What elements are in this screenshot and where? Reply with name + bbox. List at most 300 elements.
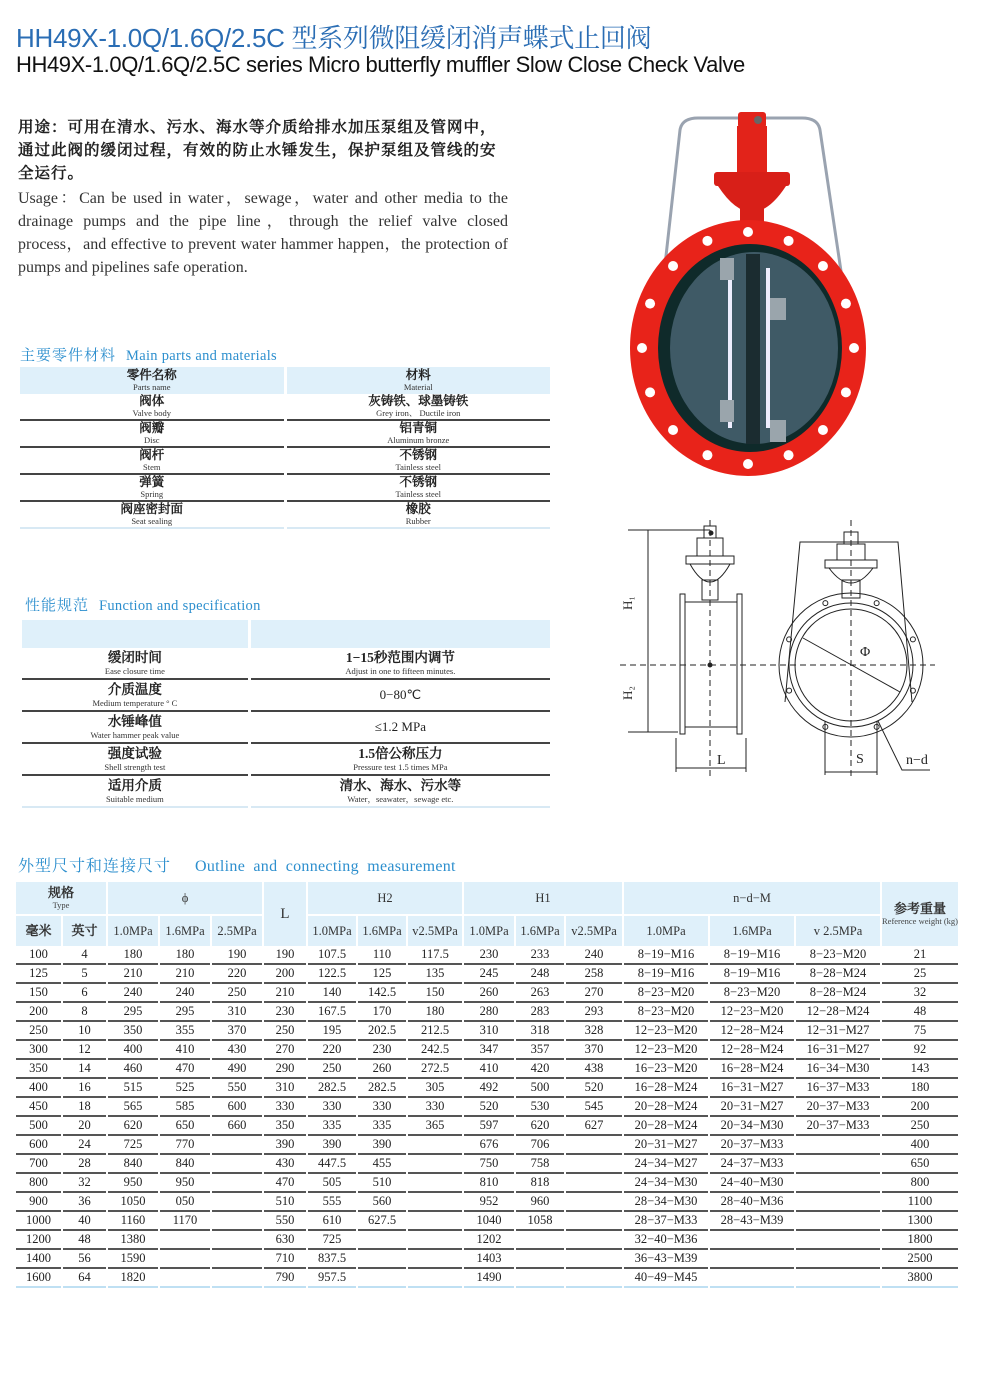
cell-ndm-10: 24−34−M27 (624, 1155, 708, 1174)
cell-phi-10: 240 (108, 984, 158, 1003)
bolt-hole (743, 227, 753, 237)
cell-h2-10: 725 (308, 1231, 356, 1250)
cell-weight: 180 (882, 1079, 958, 1098)
header-type (16, 882, 106, 914)
cell-weight: 650 (882, 1155, 958, 1174)
cell-ndm-16: 20−37−M33 (710, 1136, 794, 1155)
usage-description (18, 116, 508, 279)
material-cell-cn: 不锈钢 (399, 448, 437, 462)
material-cell-cn: 灰铸铁、球墨铸铁 (368, 394, 469, 408)
cell-phi-25: 310 (212, 1003, 262, 1022)
cell-h1-10: 280 (464, 1003, 514, 1022)
indicator-knob (754, 116, 762, 124)
spec-value-cn: 1−15秒范围内调节 (345, 650, 455, 665)
cell-dn-inch: 4 (63, 946, 106, 965)
cell-dn-mm: 800 (16, 1174, 61, 1193)
cell-ndm-16: 28−43−M39 (710, 1212, 794, 1231)
cell-h2-10: 447.5 (308, 1155, 356, 1174)
cell-phi-16: 650 (160, 1117, 210, 1136)
bolt-hole (841, 299, 851, 309)
cell-ndm-25: 12−28−M24 (796, 1003, 880, 1022)
cell-h1-10: 750 (464, 1155, 514, 1174)
cell-phi-25: 600 (212, 1098, 262, 1117)
cell-phi-25: 220 (212, 965, 262, 984)
spec-name-cell (22, 744, 248, 776)
cell-ndm-16: 20−31−M27 (710, 1098, 794, 1117)
header-l: L (264, 882, 306, 946)
cell-h2-10: 957.5 (308, 1269, 356, 1288)
cell-h1-10: 1403 (464, 1250, 514, 1269)
cell-ndm-10: 20−28−M24 (624, 1117, 708, 1136)
header-ndm-10: 1.0MPa (624, 914, 708, 946)
bolt-hole (784, 450, 794, 460)
cell-h2-16: 125 (358, 965, 406, 984)
cell-h2-25: 272.5 (408, 1060, 462, 1079)
cell-h1-25: 270 (566, 984, 622, 1003)
cell-phi-10: 1590 (108, 1250, 158, 1269)
dims-row (16, 1117, 958, 1136)
cell-h1-16: 420 (516, 1060, 564, 1079)
cell-h2-10: 167.5 (308, 1003, 356, 1022)
cell-ndm-10: 36−43−M39 (624, 1250, 708, 1269)
cell-dn-inch: 10 (63, 1022, 106, 1041)
material-cell (287, 394, 551, 421)
cell-h1-10: 810 (464, 1174, 514, 1193)
hinge-block (720, 258, 734, 280)
actuator-column (737, 126, 767, 174)
page-title-cn: HH49X-1.0Q/1.6Q/2.5C 型系列微阻缓闭消声蝶式止回阀 (16, 23, 652, 53)
cell-h2-25 (408, 1212, 462, 1231)
header-en: Parts name (132, 382, 171, 392)
cell-phi-16: 585 (160, 1098, 210, 1117)
spec-value-cell (251, 712, 550, 744)
header-h2-25: v2.5MPa (408, 914, 462, 946)
dims-section-title-cn: 外型尺寸和连接尺寸 (18, 858, 172, 875)
cell-h2-16: 455 (358, 1155, 406, 1174)
cell-h2-16 (358, 1250, 406, 1269)
cell-dn-inch: 12 (63, 1041, 106, 1060)
material-cell-en: Tainless steel (395, 462, 441, 472)
bolt-hole (849, 343, 859, 353)
cell-dn-inch: 64 (63, 1269, 106, 1288)
cell-h2-25 (408, 1250, 462, 1269)
drawing-bolt-hole (823, 601, 828, 606)
dims-row (16, 1174, 958, 1193)
spec-name-cn: 水锤峰值 (107, 714, 162, 729)
spec-value-en: Pressure test 1.5 times MPa (353, 762, 448, 772)
dims-row (16, 1003, 958, 1022)
header-h2-16: 1.6MPa (358, 914, 406, 946)
cell-ndm-25: 8−23−M20 (796, 946, 880, 965)
header-phi: ϕ (108, 882, 262, 914)
spec-header-cell (22, 620, 248, 648)
cell-dn-mm: 1400 (16, 1250, 61, 1269)
cell-h1-16: 263 (516, 984, 564, 1003)
spec-value-cn: 1.5倍公称压力 (358, 746, 443, 761)
cell-phi-10: 350 (108, 1022, 158, 1041)
cell-h2-16: 282.5 (358, 1079, 406, 1098)
cell-ndm-10: 8−23−M20 (624, 984, 708, 1003)
material-cell-cn: 铝青铜 (399, 421, 437, 435)
dims-header-row-2 (16, 914, 958, 946)
cell-phi-16: 410 (160, 1041, 210, 1060)
cell-dn-mm: 300 (16, 1041, 61, 1060)
spec-section-title-cn: 性能规范 (25, 598, 90, 614)
cell-h2-25 (408, 1269, 462, 1288)
material-cell-cn: 橡胶 (405, 502, 431, 516)
cell-ndm-16: 8−19−M16 (710, 965, 794, 984)
cell-ndm-25: 20−37−M33 (796, 1098, 880, 1117)
cell-phi-16: 525 (160, 1079, 210, 1098)
cell-weight: 92 (882, 1041, 958, 1060)
cell-h1-10: 1040 (464, 1212, 514, 1231)
cell-phi-10: 1380 (108, 1231, 158, 1250)
cell-ndm-10: 8−19−M16 (624, 946, 708, 965)
cell-ndm-25 (796, 1250, 880, 1269)
dims-row (16, 1231, 958, 1250)
cell-ndm-16: 8−23−M20 (710, 984, 794, 1003)
valve-stem (746, 254, 760, 444)
cell-dn-inch: 18 (63, 1098, 106, 1117)
usage-text-cn: 用途：可用在清水、污水、海水等介质给排水加压泵组及管网中，通过此阀的缓闭过程，有效的防止水锤发生，保护泵组及管线的安全运行。 (18, 119, 497, 182)
cell-l: 210 (264, 984, 306, 1003)
spec-name-cn: 缓闭时间 (107, 650, 162, 665)
cell-ndm-16 (710, 1250, 794, 1269)
parts-header-row (20, 367, 550, 394)
bolt-hole (637, 343, 647, 353)
cell-h1-10: 310 (464, 1022, 514, 1041)
bolt-hole (784, 236, 794, 246)
cell-ndm-10: 12−23−M20 (624, 1041, 708, 1060)
cell-h1-16: 818 (516, 1174, 564, 1193)
parts-header-material (287, 367, 551, 394)
cell-phi-25 (212, 1155, 262, 1174)
cell-l: 710 (264, 1250, 306, 1269)
cell-weight: 48 (882, 1003, 958, 1022)
valve-photo (620, 108, 880, 483)
cell-ndm-10: 16−23−M20 (624, 1060, 708, 1079)
spec-value-cell (251, 648, 550, 680)
cell-ndm-16 (710, 1269, 794, 1288)
cell-ndm-16: 24−40−M30 (710, 1174, 794, 1193)
spec-name-en: Water hammer peak value (90, 730, 180, 740)
cell-h1-10: 952 (464, 1193, 514, 1212)
cell-h2-16: 142.5 (358, 984, 406, 1003)
cell-dn-inch: 20 (63, 1117, 106, 1136)
cell-h1-16: 706 (516, 1136, 564, 1155)
dims-row (16, 1022, 958, 1041)
cell-h2-16: 560 (358, 1193, 406, 1212)
spec-value-cn: 清水、海水、污水等 (339, 778, 462, 793)
cell-phi-25 (212, 1193, 262, 1212)
part-name-cell (20, 394, 284, 421)
material-cell-en: Aluminum bronze (387, 435, 450, 445)
cell-phi-16 (160, 1231, 210, 1250)
label-h2: H₂ (620, 686, 635, 700)
cell-h2-25 (408, 1155, 462, 1174)
dims-row (16, 1212, 958, 1231)
cell-phi-25 (212, 1174, 262, 1193)
cell-h1-25: 258 (566, 965, 622, 984)
front-view (779, 520, 930, 780)
cell-h1-25 (566, 1155, 622, 1174)
cell-weight: 2500 (882, 1250, 958, 1269)
cell-dn-mm: 200 (16, 1003, 61, 1022)
cell-phi-16: 840 (160, 1155, 210, 1174)
header-h2: H2 (308, 882, 462, 914)
label-s: S (856, 752, 864, 767)
cell-h1-16: 530 (516, 1098, 564, 1117)
dims-row (16, 1136, 958, 1155)
cell-h2-25: 330 (408, 1098, 462, 1117)
cell-h1-16: 248 (516, 965, 564, 984)
cell-weight: 25 (882, 965, 958, 984)
part-name-cell-cn: 弹簧 (139, 475, 165, 489)
cell-ndm-16: 12−28−M24 (710, 1041, 794, 1060)
part-name-cell-en: Disc (143, 435, 160, 445)
dims-header-row-1 (16, 882, 958, 914)
hinge-block (770, 298, 786, 320)
cell-h2-10: 195 (308, 1022, 356, 1041)
cell-h2-25: 117.5 (408, 946, 462, 965)
cell-h2-16: 390 (358, 1136, 406, 1155)
cell-h2-25 (408, 1174, 462, 1193)
dims-section-title-en: Outline and connecting measurement (195, 858, 456, 875)
header-en: Material (403, 382, 433, 392)
cell-l: 200 (264, 965, 306, 984)
material-cell-en: Tainless steel (395, 489, 441, 499)
spec-value-cn: ≤1.2 MPa (374, 719, 426, 734)
material-cell (287, 421, 551, 448)
cell-phi-16: 050 (160, 1193, 210, 1212)
cell-ndm-10: 20−31−M27 (624, 1136, 708, 1155)
cell-l: 230 (264, 1003, 306, 1022)
cell-weight: 400 (882, 1136, 958, 1155)
cell-phi-10: 1820 (108, 1269, 158, 1288)
parts-section-title-en: Main parts and materials (126, 348, 277, 364)
cell-ndm-10: 32−40−M36 (624, 1231, 708, 1250)
cell-ndm-10: 12−23−M20 (624, 1022, 708, 1041)
cell-weight: 3800 (882, 1269, 958, 1288)
dimensions-table (14, 882, 960, 1288)
material-cell-en: Grey iron、 Ductile iron (376, 408, 461, 418)
cell-phi-10: 565 (108, 1098, 158, 1117)
cell-phi-16: 950 (160, 1174, 210, 1193)
part-name-cell-cn: 阀杆 (139, 448, 165, 462)
header-h1: H1 (464, 882, 622, 914)
cell-h1-16: 283 (516, 1003, 564, 1022)
material-cell (287, 475, 551, 502)
cell-h2-25: 305 (408, 1079, 462, 1098)
spec-row (22, 648, 550, 680)
spec-name-en: Ease closure time (104, 666, 165, 676)
cell-phi-16 (160, 1269, 210, 1288)
cell-h1-25: 240 (566, 946, 622, 965)
cell-h1-25: 627 (566, 1117, 622, 1136)
spec-header-cell (251, 620, 550, 648)
header-inch-label: 英寸 (71, 923, 98, 938)
label-h1: H₁ (620, 596, 635, 610)
spec-name-en: Shell strength test (104, 762, 166, 772)
cell-h1-25: 293 (566, 1003, 622, 1022)
cell-h1-25: 328 (566, 1022, 622, 1041)
spec-value-cn: 0−80℃ (379, 687, 422, 702)
cell-phi-16: 240 (160, 984, 210, 1003)
cell-h2-16: 335 (358, 1117, 406, 1136)
spec-name-cn: 适用介质 (107, 778, 162, 793)
parts-row (20, 475, 550, 502)
part-name-cell-en: Spring (140, 489, 164, 499)
cell-h2-10: 107.5 (308, 946, 356, 965)
cell-h1-16: 500 (516, 1079, 564, 1098)
cell-h2-16: 110 (358, 946, 406, 965)
cell-ndm-16: 16−31−M27 (710, 1079, 794, 1098)
cell-dn-inch: 40 (63, 1212, 106, 1231)
header-ndm-16: 1.6MPa (710, 914, 794, 946)
cell-phi-25: 370 (212, 1022, 262, 1041)
technical-drawing (610, 520, 940, 780)
header-weight (882, 882, 958, 946)
header-weight-cn: 参考重量 (893, 901, 946, 916)
cell-dn-mm: 250 (16, 1022, 61, 1041)
dims-row (16, 965, 958, 984)
cell-h1-25 (566, 1250, 622, 1269)
cell-h2-10: 282.5 (308, 1079, 356, 1098)
cell-h2-25: 135 (408, 965, 462, 984)
spec-row (22, 776, 550, 808)
cell-dn-inch: 56 (63, 1250, 106, 1269)
cell-h1-25 (566, 1174, 622, 1193)
label-nd: n−d (906, 753, 928, 768)
cell-dn-inch: 32 (63, 1174, 106, 1193)
cell-weight: 1100 (882, 1193, 958, 1212)
cell-h2-10: 250 (308, 1060, 356, 1079)
cell-dn-inch: 5 (63, 965, 106, 984)
parts-row (20, 394, 550, 421)
cell-dn-inch: 6 (63, 984, 106, 1003)
cell-ndm-10: 28−37−M33 (624, 1212, 708, 1231)
bolt-hole (841, 387, 851, 397)
cell-h1-25: 370 (566, 1041, 622, 1060)
cell-phi-10: 460 (108, 1060, 158, 1079)
header-mm (16, 914, 61, 946)
drawing-bolt-hole (787, 688, 792, 693)
cell-phi-16: 470 (160, 1060, 210, 1079)
cell-ndm-16: 8−19−M16 (710, 946, 794, 965)
cell-weight: 800 (882, 1174, 958, 1193)
cell-h1-10: 245 (464, 965, 514, 984)
cell-ndm-25: 20−37−M33 (796, 1117, 880, 1136)
page-title-en: HH49X-1.0Q/1.6Q/2.5C series Micro butterfly muffler Slow Close Check Valve (16, 52, 745, 77)
cell-phi-16: 770 (160, 1136, 210, 1155)
cell-ndm-10: 16−28−M24 (624, 1079, 708, 1098)
header-cn: 零件名称 (126, 368, 177, 382)
header-h1-10: 1.0MPa (464, 914, 514, 946)
header-phi-16: 1.6MPa (160, 914, 210, 946)
spec-name-cell (22, 712, 248, 744)
cell-h2-10: 335 (308, 1117, 356, 1136)
cell-dn-mm: 400 (16, 1079, 61, 1098)
cell-phi-10: 725 (108, 1136, 158, 1155)
cell-h2-25 (408, 1136, 462, 1155)
cell-h1-16 (516, 1231, 564, 1250)
cell-h2-16: 230 (358, 1041, 406, 1060)
parts-header-name (20, 367, 284, 394)
cell-h2-10: 505 (308, 1174, 356, 1193)
cell-h1-10: 410 (464, 1060, 514, 1079)
cell-phi-10: 620 (108, 1117, 158, 1136)
material-cell-en: Rubber (405, 516, 431, 526)
spec-value-cell (251, 744, 550, 776)
bolt-hole (702, 236, 712, 246)
cell-h2-25: 242.5 (408, 1041, 462, 1060)
cell-phi-25: 250 (212, 984, 262, 1003)
cell-phi-16: 295 (160, 1003, 210, 1022)
bolt-hole (645, 387, 655, 397)
part-name-cell (20, 421, 284, 448)
cell-dn-mm: 350 (16, 1060, 61, 1079)
cell-h1-10: 492 (464, 1079, 514, 1098)
part-name-cell-cn: 阀体 (139, 394, 165, 408)
cell-h1-16: 620 (516, 1117, 564, 1136)
cell-h1-10: 520 (464, 1098, 514, 1117)
cell-h2-16: 260 (358, 1060, 406, 1079)
dims-row (16, 1155, 958, 1174)
cell-h1-25: 545 (566, 1098, 622, 1117)
cell-h1-10: 230 (464, 946, 514, 965)
cell-phi-10: 515 (108, 1079, 158, 1098)
cell-phi-25 (212, 1231, 262, 1250)
cell-h1-10: 597 (464, 1117, 514, 1136)
cell-l: 430 (264, 1155, 306, 1174)
dims-row (16, 1250, 958, 1269)
parts-row (20, 421, 550, 448)
parts-table (17, 367, 553, 529)
cell-phi-10: 1160 (108, 1212, 158, 1231)
cell-ndm-25: 16−37−M33 (796, 1079, 880, 1098)
material-cell-cn: 不锈钢 (399, 475, 437, 489)
spec-name-cn: 强度试验 (107, 746, 162, 761)
cell-dn-mm: 1600 (16, 1269, 61, 1288)
cell-h1-16: 233 (516, 946, 564, 965)
bolt-hole (702, 450, 712, 460)
cell-h2-25 (408, 1231, 462, 1250)
cell-ndm-10: 20−28−M24 (624, 1098, 708, 1117)
bolt-hole (818, 261, 828, 271)
cell-h2-16: 202.5 (358, 1022, 406, 1041)
cell-l: 330 (264, 1098, 306, 1117)
cell-h2-25: 212.5 (408, 1022, 462, 1041)
drawing-bolt-hole (874, 601, 879, 606)
cell-ndm-25 (796, 1193, 880, 1212)
cell-l: 790 (264, 1269, 306, 1288)
cell-phi-10: 400 (108, 1041, 158, 1060)
cell-h1-16: 758 (516, 1155, 564, 1174)
cell-h1-16: 1058 (516, 1212, 564, 1231)
spec-value-en: Adjust in one to fifteen minutes. (345, 666, 456, 676)
spec-section-title (25, 594, 261, 615)
spec-value-cell (251, 776, 550, 808)
cell-h1-25 (566, 1269, 622, 1288)
cell-ndm-10: 24−34−M30 (624, 1174, 708, 1193)
spec-name-cell (22, 648, 248, 680)
header-type-en: Type (52, 900, 70, 910)
cell-ndm-25: 12−31−M27 (796, 1022, 880, 1041)
dims-row (16, 1060, 958, 1079)
cell-l: 190 (264, 946, 306, 965)
spec-section-title-en: Function and specification (99, 598, 261, 614)
cell-l: 510 (264, 1193, 306, 1212)
